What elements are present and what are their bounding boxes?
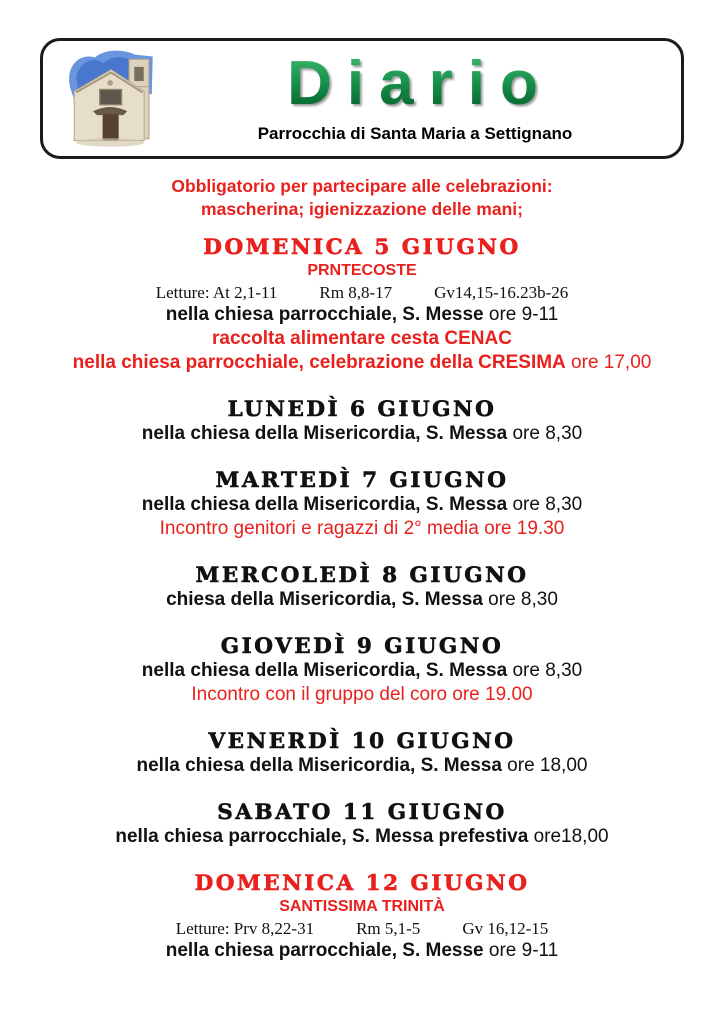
event-line — [0, 517, 724, 541]
event-text: ore 8,30 — [507, 423, 583, 445]
event-text: ore 8,30 — [482, 589, 558, 611]
event-line — [0, 493, 724, 517]
day-section — [0, 729, 724, 778]
day-section — [0, 468, 724, 541]
event-line — [0, 327, 724, 351]
event-text: nella chiesa della Misericordia, S. Messa — [141, 423, 508, 445]
day-title: DOMENICA 12 GIUGNO — [194, 871, 530, 897]
day-section — [0, 563, 724, 612]
covid-notice — [0, 175, 724, 221]
day-title: LUNEDÌ 6 GIUGNO — [227, 397, 497, 423]
event-text: Incontro con il gruppo del coro ore 19.00 — [191, 684, 533, 706]
day-section — [0, 871, 724, 963]
header-text-block — [165, 49, 665, 144]
event-text: ore 8,30 — [507, 660, 583, 682]
reading-item: Gv 16,12-15 — [462, 919, 549, 939]
event-line — [0, 303, 724, 327]
reading-item: Rm 8,8-17 — [319, 283, 393, 303]
readings-line — [0, 282, 724, 303]
event-line — [0, 588, 724, 612]
event-text: ore 17,00 — [565, 352, 652, 374]
event-line — [0, 351, 724, 375]
event-text: nella chiesa parrocchiale, S. Messe — [165, 304, 484, 326]
event-text: nella chiesa parrocchiale, S. Messe — [165, 940, 484, 962]
event-text: chiesa della Misericordia, S. Messa — [166, 589, 483, 611]
covid-notice-line2: mascherina; igienizzazione delle mani; — [201, 199, 523, 220]
event-line — [0, 754, 724, 778]
event-text: nella chiesa parrocchiale, S. Messa prefestiva — [115, 826, 529, 848]
feast-name: PRNTECOSTE — [307, 262, 417, 280]
event-text: raccolta alimentare cesta CENAC — [212, 328, 512, 350]
event-text: nella chiesa della Misericordia, S. Messa — [141, 660, 508, 682]
header-banner — [40, 38, 684, 159]
reading-item: Rm 5,1-5 — [356, 919, 421, 939]
event-line — [0, 825, 724, 849]
church-watercolor-image — [61, 47, 165, 151]
event-text: ore18,00 — [528, 826, 609, 848]
day-section — [0, 235, 724, 375]
event-line — [0, 683, 724, 707]
event-text: nella chiesa parrocchiale, celebrazione della CRESIMA — [72, 352, 566, 374]
event-line — [0, 939, 724, 963]
event-text: Incontro genitori e ragazzi di 2° media ore 19.30 — [159, 518, 565, 540]
event-line — [0, 659, 724, 683]
day-section — [0, 634, 724, 707]
event-text: ore 8,30 — [507, 494, 583, 516]
day-section — [0, 800, 724, 849]
schedule-list — [0, 235, 724, 963]
reading-item: Gv14,15-16.23b-26 — [434, 283, 569, 303]
day-title: GIOVEDÌ 9 GIUGNO — [220, 634, 504, 660]
day-title: DOMENICA 5 GIUGNO — [203, 235, 521, 261]
day-title: SABATO 11 GIUGNO — [217, 800, 507, 826]
day-section — [0, 397, 724, 446]
day-title: VENERDÌ 10 GIUGNO — [208, 729, 516, 755]
page-title: Diario — [277, 53, 553, 115]
day-title: MERCOLEDÌ 8 GIUGNO — [195, 563, 529, 589]
feast-name: SANTISSIMA TRINITÀ — [279, 898, 445, 916]
event-text: ore 9-11 — [483, 304, 559, 326]
reading-item: Letture: Prv 8,22-31 — [175, 919, 315, 939]
event-text: ore 18,00 — [501, 755, 588, 777]
event-text: ore 9-11 — [483, 940, 559, 962]
covid-notice-line1: Obbligatorio per partecipare alle celebrazioni: — [171, 176, 553, 196]
event-text: nella chiesa della Misericordia, S. Messa — [136, 755, 502, 777]
event-text: nella chiesa della Misericordia, S. Messa — [141, 494, 508, 516]
readings-line — [0, 918, 724, 939]
event-line — [0, 422, 724, 446]
day-title: MARTEDÌ 7 GIUGNO — [215, 468, 509, 494]
parish-subtitle: Parrocchia di Santa Maria a Settignano — [257, 124, 573, 143]
reading-item: Letture: At 2,1-11 — [155, 283, 278, 303]
